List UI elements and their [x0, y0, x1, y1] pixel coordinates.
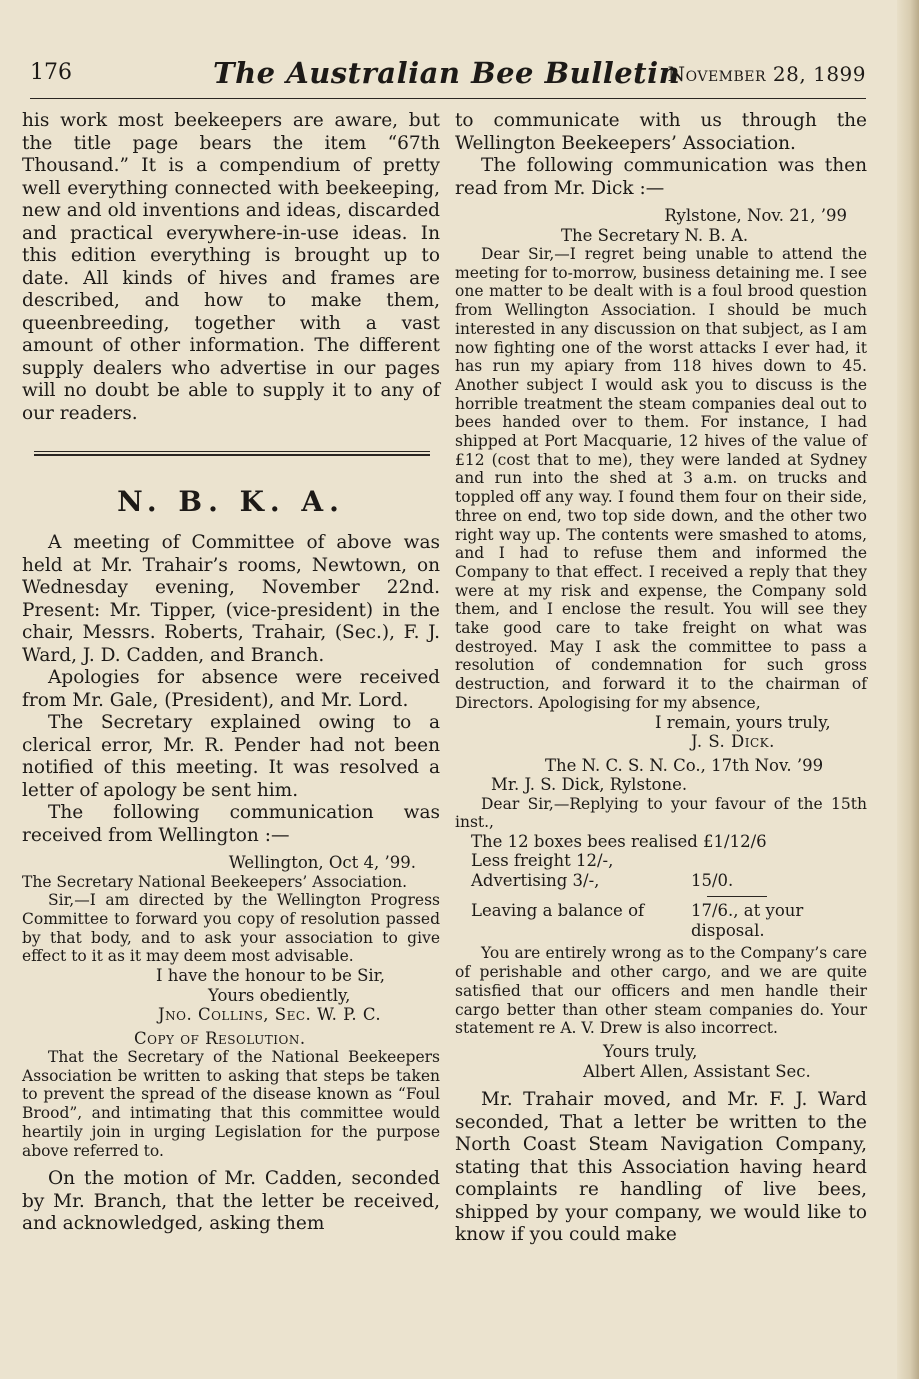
letter-dateline: Wellington, Oct 4, ’99. [228, 853, 416, 872]
account-line [471, 871, 867, 891]
letter-dateline: Rylstone, Nov. 21, ’99 [664, 206, 847, 225]
letter-addressee: The Secretary National Beekeepers’ Association. [22, 872, 407, 891]
account-rule [707, 896, 767, 897]
continued-paragraph: to communicate with us through the Wellington Beekeepers’ Association. [455, 110, 867, 154]
account-amount: 15/0. [691, 870, 734, 890]
account-line: The 12 boxes bees realised £1/12/6 [471, 831, 767, 851]
resolution-text: That the Secretary of the National Beekeepers Association be written to asking that steps be taken to prevent the spread of the disease known as “Foul Brood”, and intimating that this committee would heartily join in urging Legislation for the purpose above referred to. [22, 1048, 440, 1160]
account-statement [455, 832, 867, 941]
letter-closing: I have the honour to be Sir, [156, 966, 385, 986]
letter-signature: Jno. Collins, Sec. W. P. C. [158, 1005, 382, 1025]
letter-closing: Yours obediently, [208, 985, 351, 1005]
resolution-heading: Copy of Resolution. [134, 1028, 306, 1048]
section-title: N. B. K. A. [117, 485, 345, 518]
account-balance [471, 901, 867, 940]
dick-intro-paragraph: The following communication was then read from Mr. Dick :— [455, 155, 867, 199]
letter-opening: Dear Sir,—Replying to your favour of the 15th inst., [455, 794, 867, 832]
header-rule [30, 98, 866, 99]
account-label: Leaving a balance of [471, 901, 645, 921]
letter-signature: Albert Allen, Assistant Sec. [583, 1061, 811, 1081]
account-amount: 17/6., at your disposal. [691, 901, 804, 940]
right-column [455, 110, 867, 1247]
apologies-paragraph: Apologies for absence were received from Mr. Gale, (President), and Mr. Lord. [22, 667, 440, 711]
intro-paragraph: his work most beekeepers are aware, but the title page bears the item “67th Thousand.” It is a compendium of pretty well everything connected with beekeeping, new and old inventions and ideas, discarded and practical everywhere-in-use ideas. In this edition everything is brought up to date. All kinds of hives and frames are described, and how to make them, queenbreeding, together with a vast amount of other information. The different supply dealers who advertise in our pages will no doubt be able to supply it to any of our readers. [22, 110, 440, 424]
journal-title: The Australian Bee Bulletin [213, 56, 681, 90]
wellington-intro-paragraph: The following communication was received from Wellington :— [22, 802, 440, 846]
letter-body: You are entirely wrong as to the Company’s care of perishable and other cargo, and we are quite satisfied that our officers and men handle their cargo better than other steam companies do. Your statement re A. V. Drew is also incorrect. [455, 944, 867, 1038]
letter-dateline: The N. C. S. N. Co., 17th Nov. ’99 [545, 755, 824, 775]
letter-closing: I remain, yours truly, [655, 712, 831, 732]
page-edge [897, 0, 919, 1379]
page-header [30, 58, 866, 92]
account-line: Less freight 12/-, [471, 851, 614, 871]
trahair-paragraph: Mr. Trahair moved, and Mr. F. J. Ward seconded, That a letter be written to the North Coast Steam Navigation Company, stating that this Association having heard complaints re handling of live bees, shipped by your company, we would like to know if you could make [455, 1089, 867, 1245]
issue-date: November 28, 1899 [667, 62, 866, 86]
letter-body: Dear Sir,—I regret being unable to attend the meeting for to-morrow, business detaining me. I see one matter to be dealt with is a foul brood question from Wellington Association. I should be much interested in any discussion on that subject, as I am now fighting one of the worst attacks I ever had, it has run my apiary from 118 hives down to 45. Another subject I would ask you to discuss is the horrible treatment the steam companies deal out to bees handed over to them. For instance, I had shipped at Port Macquarie, 12 hives of the value of £12 (cost that to me), they were landed at Sydney and run into the shed at 3 a.m. on trucks and toppled off any way. I found them four on their side, three on end, two top side down, and the other two right way up. The contents were smashed to atoms, and I had to refuse them and informed the Company to that effect. I received a reply that they were at my risk and expense, the Company sold them, and I enclose the result. You will see they take good care to take freight on what was destroyed. May I ask the committee to pass a resolution of condemnation for such gross destruction, and forward it to the chairman of Directors. Apologising for my absence, [455, 245, 867, 712]
secretary-paragraph: The Secretary explained owing to a clerical error, Mr. R. Pender had not been notified of this meeting. It was resolved a letter of apology be sent him. [22, 712, 440, 801]
letter-addressee: The Secretary N. B. A. [561, 225, 749, 245]
page-number: 176 [30, 60, 72, 85]
letter-addressee: Mr. J. S. Dick, Rylstone. [491, 775, 688, 795]
letter-body: Sir,—I am directed by the Wellington Progress Committee to forward you copy of resolution passed by that body, and to ask your association to give effect to it as it may deem most advisable. [22, 891, 440, 966]
account-label: Advertising 3/-, [471, 870, 600, 890]
letter-signature: J. S. Dick. [691, 732, 775, 752]
left-column [22, 110, 440, 1236]
section-divider [34, 451, 430, 456]
meeting-paragraph: A meeting of Committee of above was held at Mr. Trahair’s rooms, Newtown, on Wednesday evening, November 22nd. Present: Mr. Tipper, (vice-president) in the chair, Messrs. Roberts, Trahair, (Sec.), F. J. Ward, J. D. Cadden, and Branch. [22, 532, 440, 666]
motion-paragraph: On the motion of Mr. Cadden, seconded by Mr. Branch, that the letter be received, and acknowledged, asking them [22, 1168, 440, 1235]
letter-closing: Yours truly, [603, 1042, 698, 1061]
